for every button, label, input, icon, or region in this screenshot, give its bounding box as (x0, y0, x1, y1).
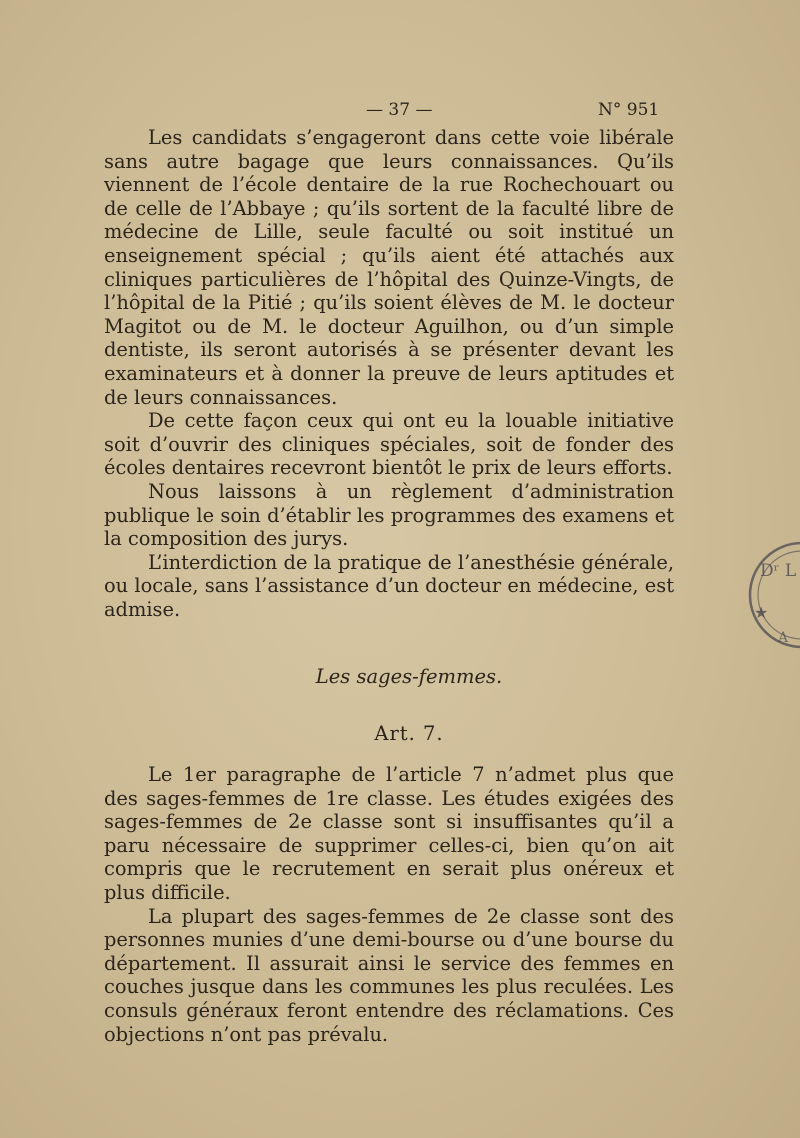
body-text-section-2 (104, 763, 674, 1046)
paragraph: Le 1er paragraphe de l’article 7 n’admet plus que des sages-femmes de 1re classe. Les études exigées des sages-femmes de 2e classe sont si insuffisantes qu’il a paru nécessaire de supprimer celles-ci, bien qu’on ait compris que le recrutement en serait plus onéreux et plus difficile. (104, 763, 674, 904)
stamp-text-top: Dʳ L (760, 561, 797, 581)
body-text-section-1 (104, 126, 674, 621)
paragraph: L’interdiction de la pratique de l’anesthésie générale, ou locale, sans l’assistance d’un docteur en médecine, est admise. (104, 550, 674, 621)
library-stamp (732, 540, 800, 652)
page-number: — 37 — (366, 100, 433, 120)
paragraph: La plupart des sages-femmes de 2e classe sont des personnes munies d’une demi-bourse ou d’une bourse du département. Il assurait ainsi le service des femmes en couches jusque dans les communes les plus reculées. Les consuls généraux feront entendre des réclamations. Ces objections n’ont pas prévalu. (104, 904, 674, 1046)
paragraph: Nous laissons à un règlement d’administration publique le soin d’établir les programmes des examens et la composition des jurys. (104, 479, 674, 551)
article-heading: Art. 7. (374, 722, 444, 745)
paragraph: De cette façon ceux qui ont eu la louable initiative soit d’ouvrir des cliniques spéciales, soit de fonder des écoles dentaires recevront bientôt le prix de leurs efforts. (104, 409, 674, 480)
document-number: N° 951 (598, 100, 660, 120)
page-header (0, 100, 800, 124)
paragraph: Les candidats s’engageront dans cette voie libérale sans autre bagage que leurs connaissances. Qu’ils viennent de l’école dentaire de la rue Rochechouart ou de celle de l’Abbaye ; qu’ils sortent de la faculté libre de médecine de Lille, seule faculté ou soit institué un enseignement spécial ; qu’ils aient été attachés aux cliniques particulières de l’hôpital des Quinze-Vingts, de l’hôpital de la Pitié ; qu’ils soient élèves de M. le docteur Magitot ou de M. le docteur Aguilhon, ou d’un simple dentiste, ils seront autorisés à se présenter devant les examinateurs et à donner la preuve de leurs aptitudes et de leurs connaissances. (104, 126, 674, 409)
stamp-text-side: A (778, 630, 789, 646)
section-title: Les sages-femmes. (315, 665, 503, 688)
svg-text:★: ★ (754, 603, 769, 622)
